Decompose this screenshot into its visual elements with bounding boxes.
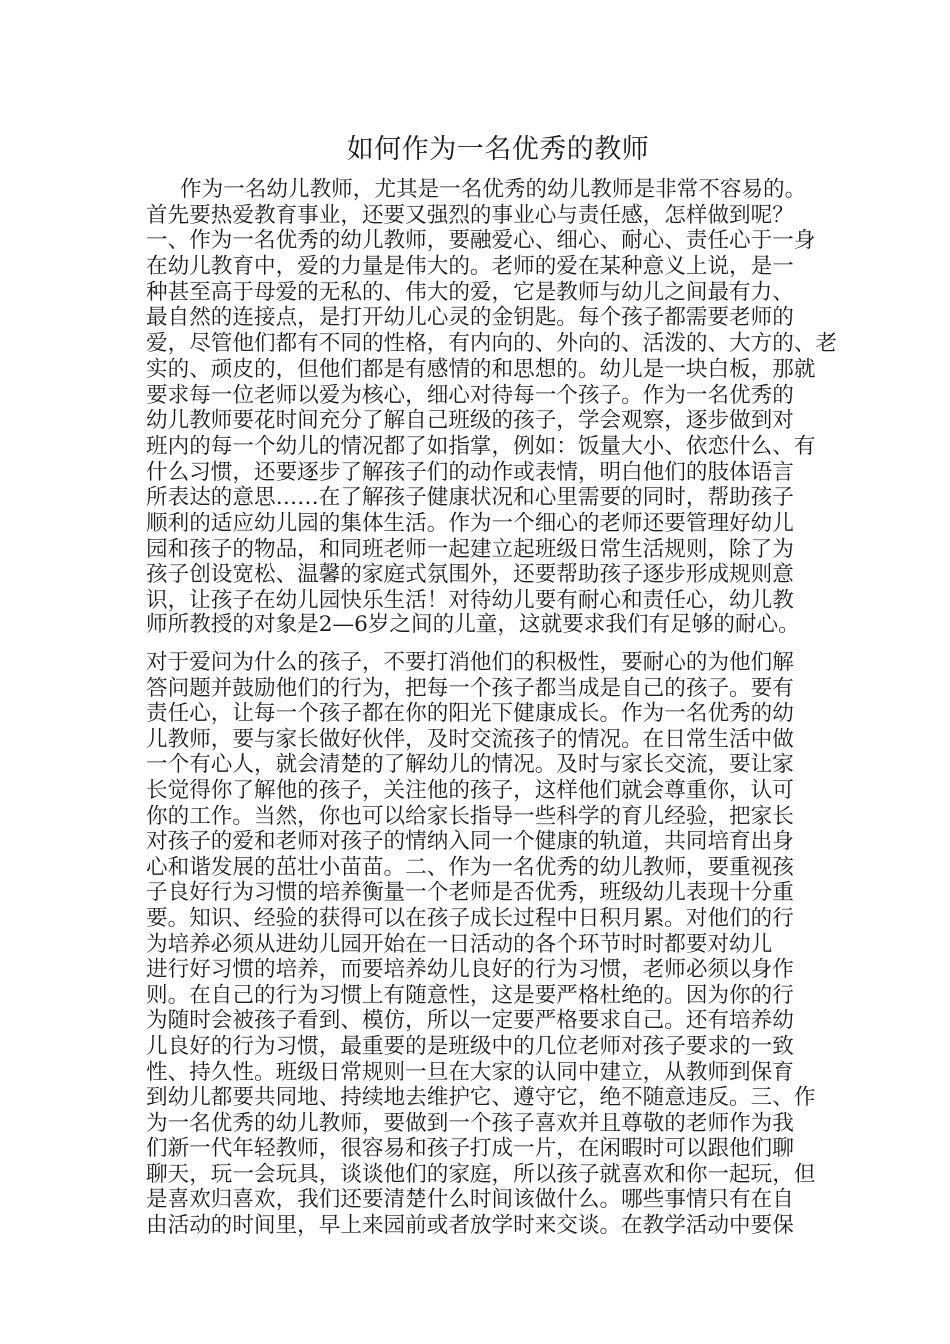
text-line: 对于爱问为什么的孩子，不要打消他们的积极性，要耐心的为他们解 [146, 650, 794, 675]
paragraph-block-1 [146, 177, 838, 614]
text-line: 作为一名幼儿教师，尤其是一名优秀的幼儿教师是非常不容易的。 [180, 177, 807, 202]
text-line: 爱，尽管他们都有不同的性格，有内向的、外向的、活泼的、大方的、老 [146, 331, 838, 357]
text-line: 要。知识、经验的获得可以在孩子成长过程中日积月累。对他们的行 [146, 905, 794, 931]
text-line: 由活动的时间里，早上来园前或者放学时来交谈。在教学活动中要保 [146, 1213, 794, 1239]
text-line: 幼儿教师要花时间充分了解自己班级的孩子，学会观察，逐步做到对 [146, 408, 794, 434]
text-line: 对孩子的爱和老师对孩子的情纳入同一个健康的轨道，共同培育出身 [146, 829, 794, 855]
text-line: 最自然的连接点，是打开幼儿心灵的金钥匙。每个孩子都需要老师的 [146, 305, 794, 331]
text-line: 首先要热爱教育事业，还要又强烈的事业心与责任感，怎样做到呢？ [146, 202, 794, 228]
text-line: 为培养必须从进幼儿园开始在一日活动的各个环节时时都要对幼儿 [146, 931, 773, 957]
text-line: 责任心，让每一个孩子都在你的阳光下健康成长。作为一名优秀的幼 [146, 701, 794, 727]
text-line: 为随时会被孩子看到、模仿，所以一定要严格要求自己。还有培养幼 [146, 1008, 794, 1034]
text-line: 到幼儿都要共同地、持续地去维护它、遵守它，绝不随意违反。三、作 [146, 1085, 816, 1111]
text-line: 要求每一位老师以爱为核心，细心对待每一个孩子。作为一名优秀的 [146, 382, 794, 408]
text-line: 师所教授的对象是2—6岁之间的儿童，这就要求我们有足够的耐心。 [146, 612, 800, 637]
document-title: 如何作为一名优秀的教师 [346, 134, 650, 165]
text-line: 一、作为一名优秀的幼儿教师，要融爱心、细心、耐心、责任心于一身 [146, 228, 816, 254]
text-line: 则。在自己的行为习惯上有随意性，这是要严格杜绝的。因为你的行 [146, 982, 794, 1008]
text-line: 种甚至高于母爱的无私的、伟大的爱，它是教师与幼儿之间最有力、 [146, 279, 794, 305]
text-line: 进行好习惯的培养，而要培养幼儿良好的行为习惯，老师必须以身作 [146, 957, 794, 983]
text-line: 顺利的适应幼儿园的集体生活。作为一个细心的老师还要管理好幼儿 [146, 510, 794, 536]
text-line: 儿良好的行为习惯，最重要的是班级中的几位老师对孩子要求的一致 [146, 1033, 794, 1059]
text-line: 答问题并鼓励他们的行为，把每一个孩子都当成是自己的孩子。要有 [146, 675, 794, 701]
text-line: 园和孩子的物品，和同班老师一起建立起班级日常生活规则，除了为 [146, 536, 794, 562]
text-line: 为一名优秀的幼儿教师，要做到一个孩子喜欢并且尊敬的老师作为我 [146, 1110, 794, 1136]
text-line: 们新一代年轻教师，很容易和孩子打成一片，在闲暇时可以跟他们聊 [146, 1136, 794, 1162]
text-line: 长觉得你了解他的孩子，关注他的孩子，这样他们就会尊重你，认可 [146, 777, 794, 803]
paragraph-block-3 [146, 650, 826, 1239]
text-line: 心和谐发展的茁壮小苗苗。二、作为一名优秀的幼儿教师，要重视孩 [146, 854, 794, 880]
text-line: 一个有心人，就会清楚的了解幼儿的情况。及时与家长交流，要让家 [146, 752, 794, 778]
text-line: 识，让孩子在幼儿园快乐生活！对待幼儿要有耐心和责任心，幼儿教 [146, 588, 794, 613]
text-line: 什么习惯，还要逐步了解孩子们的动作或表情，明白他们的肢体语言 [146, 459, 794, 485]
text-line: 实的、顽皮的，但他们都是有感情的和思想的。幼儿是一块白板，那就 [146, 356, 816, 382]
text-line: 所表达的意思……在了解孩子健康状况和心里需要的同时，帮助孩子 [146, 485, 794, 511]
text-line: 聊天，玩一会玩具，谈谈他们的家庭，所以孩子就喜欢和你一起玩，但 [146, 1161, 816, 1187]
text-line: 班内的每一个幼儿的情况都了如指掌，例如：饭量大小、依恋什么、有 [146, 433, 816, 459]
text-line: 子良好行为习惯的培养衡量一个老师是否优秀，班级幼儿表现十分重 [146, 880, 794, 906]
text-line: 孩子创设宽松、温馨的家庭式氛围外，还要帮助孩子逐步形成规则意 [146, 562, 794, 588]
text-line: 性、持久性。班级日常规则一旦在大家的认同中建立，从教师到保育 [146, 1059, 794, 1085]
text-line: 儿教师，要与家长做好伙伴，及时交流孩子的情况。在日常生活中做 [146, 726, 794, 752]
text-line: 你的工作。当然，你也可以给家长指导一些科学的育儿经验，把家长 [146, 803, 794, 829]
paragraph-block-2 [146, 612, 826, 638]
text-line: 在幼儿教育中，爱的力量是伟大的。老师的爱在某种意义上说，是一 [146, 254, 794, 280]
text-line: 是喜欢归喜欢，我们还要清楚什么时间该做什么。哪些事情只有在自 [146, 1187, 794, 1213]
